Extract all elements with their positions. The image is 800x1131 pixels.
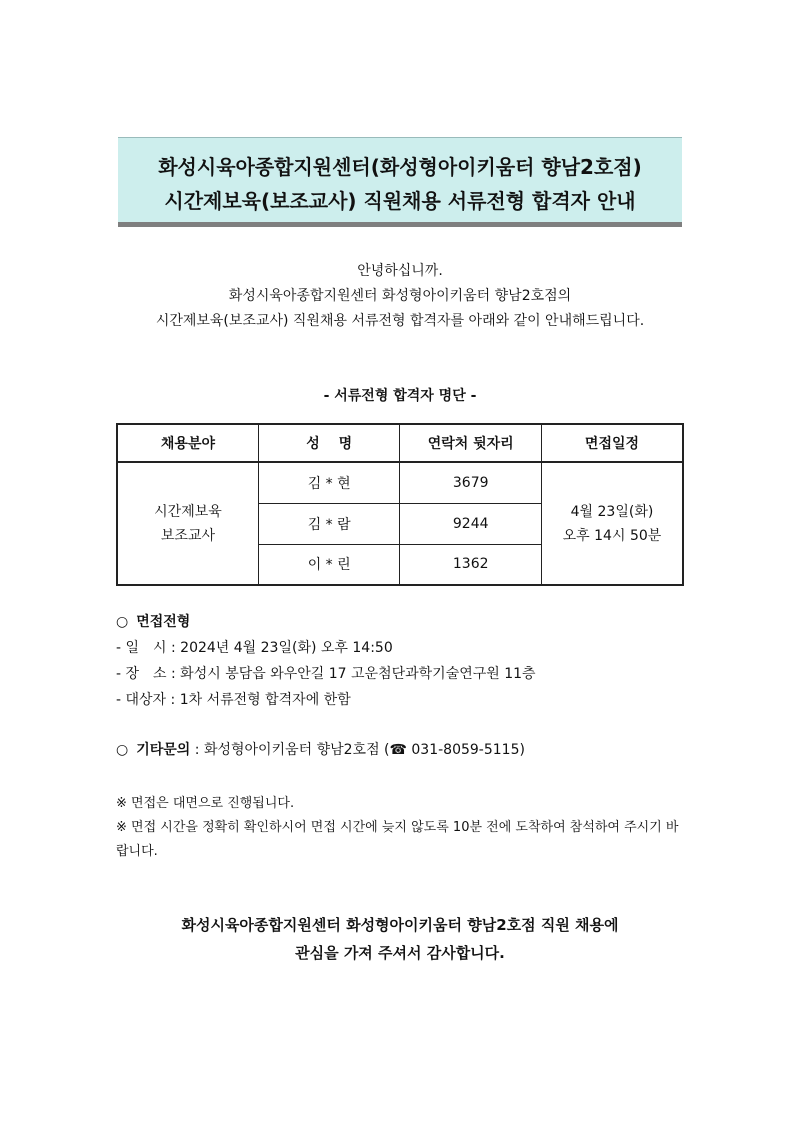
header-schedule: 면접일정: [541, 424, 683, 462]
phone-cell: 3679: [400, 462, 542, 503]
greeting-line-1: 안녕하십니까.: [357, 263, 443, 279]
greeting-block: [0, 259, 800, 334]
field-line-2: 보조교사: [160, 527, 216, 544]
interview-target: - 대상자 : 1차 서류전형 합격자에 한함: [116, 692, 351, 708]
contact-heading: 기타문의: [136, 742, 191, 758]
circle-bullet-icon: ○: [116, 614, 129, 630]
interview-heading: 면접전형: [136, 614, 191, 630]
notes-block: [116, 792, 686, 864]
phone-cell: 1362: [400, 544, 542, 585]
schedule-cell: [541, 462, 683, 585]
interview-location: - 장 소 : 화성시 봉담읍 와우안길 17 고운첨단과학기술연구원 11층: [116, 666, 536, 682]
contact-text: : 화성형아이키움터 향남2호점 (☎ 031-8059-5115): [190, 742, 525, 758]
schedule-line-2: 오후 14시 50분: [562, 527, 662, 544]
applicant-table: [116, 423, 684, 586]
header-phone: 연락처 뒷자리: [400, 424, 542, 462]
header-field: 채용분야: [117, 424, 258, 462]
greeting-line-3: 시간제보육(보조교사) 직원채용 서류전형 합격자를 아래와 같이 안내해드립니다.: [155, 313, 645, 329]
interview-section: [116, 609, 536, 713]
interview-date: - 일 시 : 2024년 4월 23일(화) 오후 14:50: [116, 640, 393, 656]
list-title: - 서류전형 합격자 명단 -: [323, 388, 477, 404]
field-line-1: 시간제보육: [154, 503, 222, 520]
name-cell: 이 * 린: [258, 544, 400, 585]
table-header-row: [117, 424, 683, 462]
closing-line-2: 관심을 가져 주셔서 감사합니다.: [295, 944, 505, 962]
header-name: 성 명: [258, 424, 400, 462]
table-row: [117, 462, 683, 503]
interview-heading-line: [116, 609, 536, 635]
contact-section: [116, 737, 525, 763]
title-line-2: 시간제보육(보조교사) 직원채용 서류전형 합격자 안내: [164, 189, 636, 213]
name-cell: 김 * 현: [258, 462, 400, 503]
field-cell: [117, 462, 258, 585]
schedule-line-1: 4월 23일(화): [570, 503, 654, 520]
closing-line-1: 화성시육아종합지원센터 화성형아이키움터 향남2호점 직원 채용에: [181, 916, 619, 934]
phone-cell: 9244: [400, 503, 542, 544]
document-title-box: [118, 137, 682, 227]
greeting-line-2: 화성시육아종합지원센터 화성형아이키움터 향남2호점의: [228, 288, 572, 304]
title-line-1: 화성시육아종합지원센터(화성형아이키움터 향남2호점): [158, 155, 642, 179]
name-cell: 김 * 람: [258, 503, 400, 544]
note-2: ※ 면접 시간을 정확히 확인하시어 면접 시간에 늦지 않도록 10분 전에 도착하여 참석하여 주시기 바랍니다.: [116, 820, 679, 859]
circle-bullet-icon: ○: [116, 742, 129, 758]
note-1: ※ 면접은 대면으로 진행됩니다.: [116, 796, 295, 811]
closing-message: [0, 911, 800, 967]
